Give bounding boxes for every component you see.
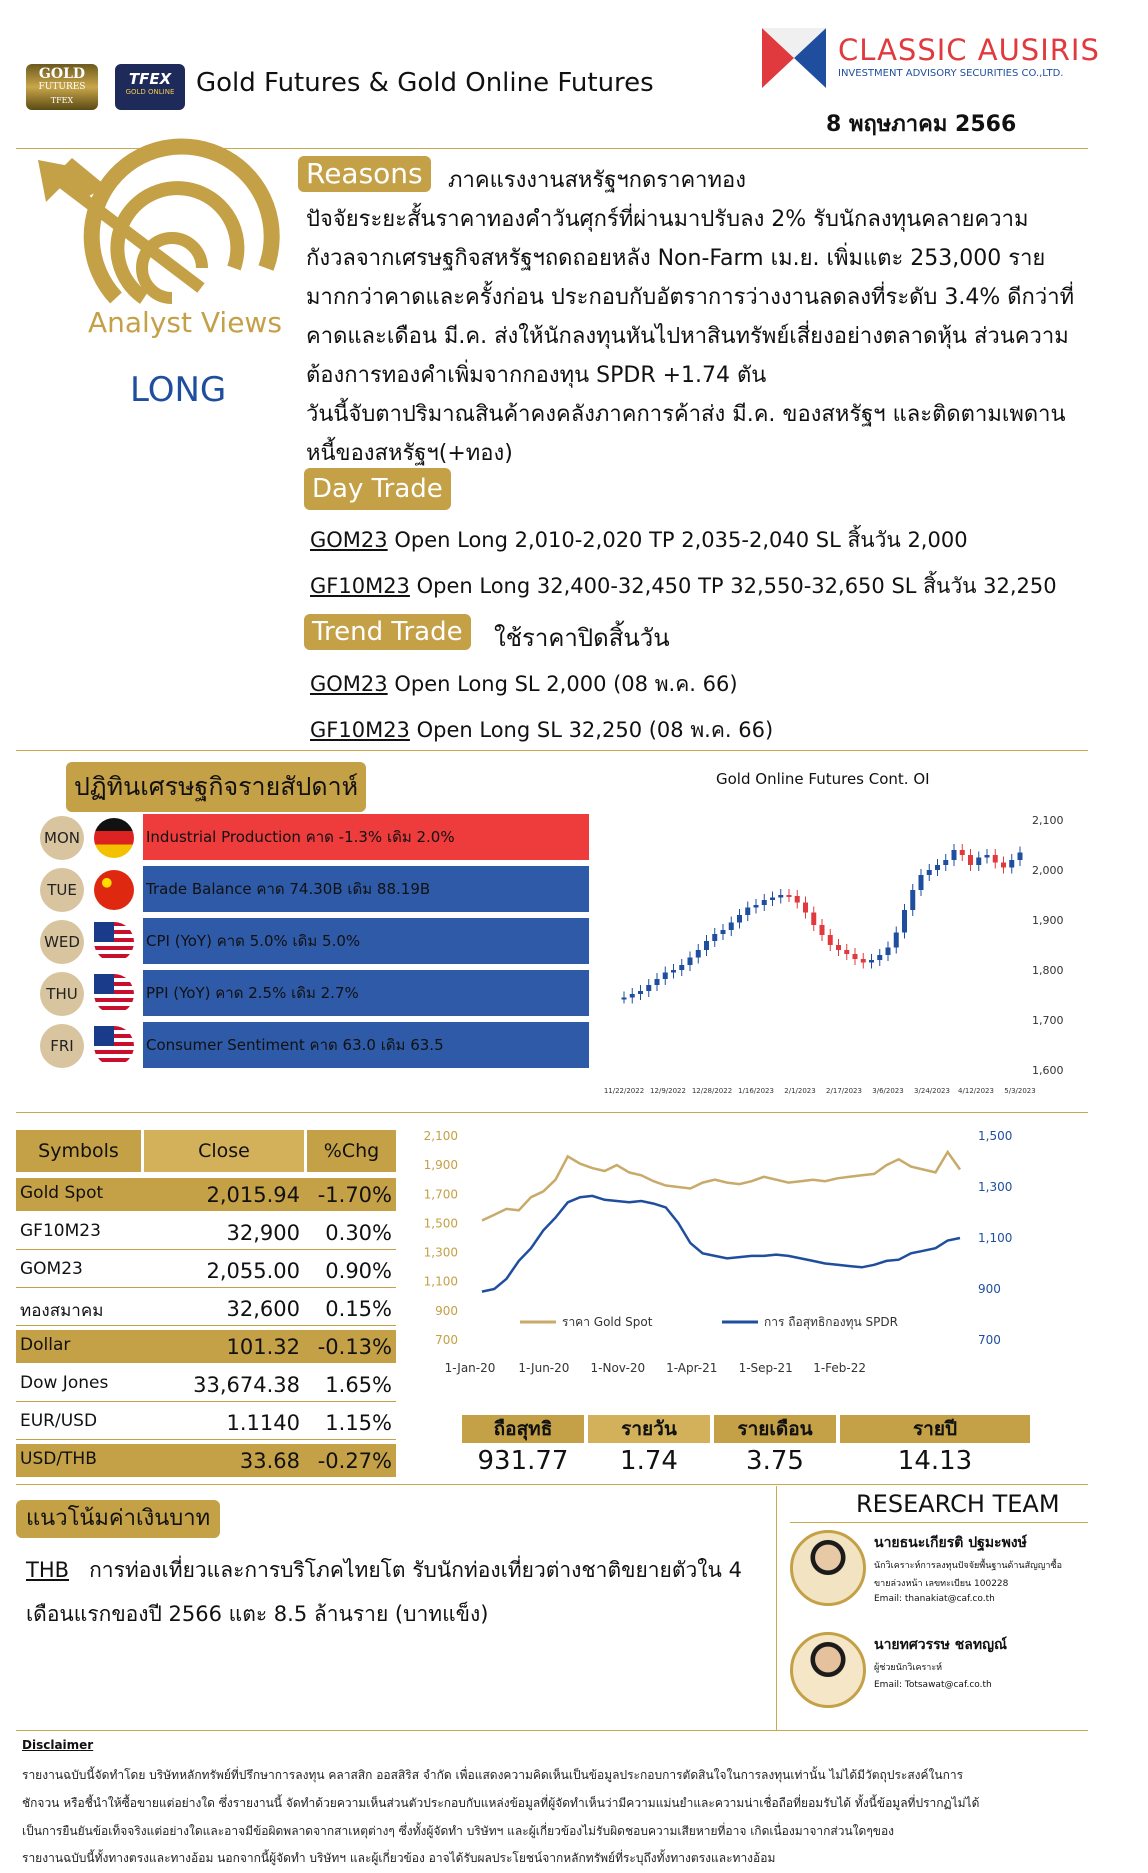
- x-tick-label: 1-Sep-21: [738, 1361, 793, 1375]
- candle-body: [778, 895, 783, 898]
- x-tick-label: 1/16/2023: [738, 1087, 774, 1095]
- candle-body: [754, 905, 759, 908]
- candle-body: [622, 998, 627, 1000]
- trend-trade-item: GOM23 Open Long SL 2,000 (08 พ.ค. 66): [310, 672, 738, 696]
- symbol-cell: Dow Jones: [20, 1373, 109, 1393]
- day-label: WED: [40, 920, 84, 964]
- series-line: [482, 1152, 960, 1221]
- trend-trade-item: GF10M23 Open Long SL 32,250 (08 พ.ค. 66): [310, 718, 774, 742]
- y-right-tick-label: 700: [978, 1333, 1001, 1347]
- candle-body: [1001, 863, 1006, 868]
- report-date: 8 พฤษภาคม 2566: [826, 112, 1017, 137]
- candle-body: [638, 991, 643, 994]
- x-tick-label: 3/6/2023: [872, 1087, 904, 1095]
- x-tick-label: 5/3/2023: [1004, 1087, 1036, 1095]
- brand-name: CLASSIC AUSIRIS: [838, 33, 1100, 67]
- candle-body: [795, 896, 800, 903]
- y-tick-label: 1,800: [1032, 964, 1064, 977]
- y-tick-label: 2,000: [1032, 864, 1064, 877]
- candle-body: [828, 935, 833, 945]
- candle-body: [853, 954, 858, 959]
- symbol-link[interactable]: THB: [26, 1558, 70, 1582]
- calendar-event: Industrial Production คาด -1.3% เดิม 2.0%: [143, 814, 589, 862]
- brand-subtitle: INVESTMENT ADVISORY SECURITIES CO.,LTD.: [838, 68, 1064, 79]
- section-divider: [16, 1112, 1088, 1113]
- chg-cell: -0.13%: [317, 1335, 392, 1359]
- close-cell: 2,055.00: [206, 1259, 300, 1283]
- section-divider: [16, 1730, 1088, 1731]
- symbol-cell: EUR/USD: [20, 1411, 98, 1431]
- symbol-link[interactable]: GOM23: [310, 672, 388, 696]
- x-tick-label: 3/24/2023: [914, 1087, 950, 1095]
- calendar-event: CPI (YoY) คาด 5.0% เดิม 5.0%: [143, 918, 589, 966]
- close-cell: 33,674.38: [193, 1373, 300, 1397]
- flow-header-yearly: รายปี: [840, 1415, 1030, 1443]
- day-label: THU: [40, 972, 84, 1016]
- candle-body: [646, 985, 651, 991]
- close-cell: 101.32: [226, 1335, 300, 1359]
- y-tick-label: 1,600: [1032, 1064, 1064, 1077]
- trend-trade-tag: Trend Trade: [304, 614, 471, 650]
- symbol-cell: GF10M23: [20, 1221, 101, 1241]
- disclaimer-title: Disclaimer: [22, 1738, 94, 1752]
- symbol-cell: USD/THB: [20, 1449, 97, 1469]
- usa-flag-icon: [94, 974, 134, 1014]
- candle-body: [688, 958, 693, 966]
- section-divider: [16, 750, 1088, 751]
- market-row: [16, 1330, 396, 1364]
- research-team-title: RESEARCH TEAM: [856, 1490, 1060, 1518]
- day-trade-item: GOM23 Open Long 2,010-2,020 TP 2,035-2,040 SL สิ้นวัน 2,000: [310, 528, 968, 552]
- classic-ausiris-logo-mark: [760, 24, 828, 92]
- y-left-tick-label: 1,300: [423, 1245, 458, 1260]
- candle-body: [943, 860, 948, 865]
- candle-body: [993, 855, 998, 863]
- y-right-tick-label: 1,100: [978, 1231, 1013, 1245]
- market-table-header: [16, 1130, 396, 1172]
- calendar-event: PPI (YoY) คาด 2.5% เดิม 2.7%: [143, 970, 589, 1018]
- y-left-tick-label: 1,100: [423, 1274, 458, 1289]
- target-arrow-icon: [36, 158, 276, 328]
- member-name: นายทศวรรษ ชลทญณ์: [874, 1637, 1007, 1653]
- day-label: TUE: [40, 868, 84, 912]
- candle-body: [919, 875, 924, 890]
- candle-body: [671, 970, 676, 973]
- candle-body: [770, 898, 775, 901]
- analyst-views-label: Analyst Views: [88, 306, 282, 339]
- col-header-symbols: Symbols: [16, 1130, 141, 1172]
- flow-value-net: 931.77: [477, 1446, 569, 1476]
- oi-chart: [600, 800, 1080, 1100]
- market-row: [16, 1368, 396, 1402]
- analyst-view-value: LONG: [130, 370, 227, 410]
- day-trade-item: GF10M23 Open Long 32,400-32,450 TP 32,550-32,650 SL สิ้นวัน 32,250: [310, 574, 1057, 598]
- market-row: [16, 1292, 396, 1326]
- candle-body: [894, 933, 899, 948]
- candle-body: [910, 890, 915, 910]
- candle-body: [844, 950, 849, 954]
- y-left-tick-label: 1,900: [423, 1158, 458, 1173]
- chg-cell: 1.65%: [325, 1373, 392, 1397]
- avatar: [790, 1632, 866, 1708]
- flow-header-net: ถือสุทธิ: [462, 1415, 584, 1443]
- close-cell: 2,015.94: [206, 1183, 300, 1207]
- reasons-line: กังวลจากเศรษฐกิจสหรัฐฯถดถอยหลัง Non-Farm เม.ย. เพิ่มแตะ 253,000 ราย: [306, 246, 1046, 271]
- day-label: MON: [40, 816, 84, 860]
- flow-header-daily: รายวัน: [588, 1415, 710, 1443]
- chg-cell: 1.15%: [325, 1411, 392, 1435]
- market-row: [16, 1444, 396, 1478]
- close-cell: 32,600: [226, 1297, 300, 1321]
- candle-body: [861, 959, 866, 963]
- disclaimer-line: ชักจวน หรือชี้นำให้ซื้อขายแต่อย่างใด ซึ่งรายงานนี้ จัดทำด้วยความเห็นส่วนตัวประกอบกับแหล่งข้อมูลที่ผู้จัดทำเห็นว่ามีความแม่นยำและความน่าเชื่อถือที่ยอมรับได้ ทั้งนี้ข้อมูลที่ปรากฏไม่ได้: [22, 1796, 980, 1810]
- china-flag-icon: [94, 870, 134, 910]
- symbol-cell: ทองสมาคม: [20, 1301, 104, 1321]
- x-tick-label: 11/22/2022: [603, 1087, 645, 1095]
- chg-cell: 0.30%: [325, 1221, 392, 1245]
- candle-body: [762, 900, 767, 905]
- usa-flag-icon: [94, 922, 134, 962]
- baht-line-1: THB การท่องเที่ยวและการบริโภคไทยโต รับนักท่องเที่ยวต่างชาติขยายตัวใน 4: [26, 1558, 742, 1582]
- candle-body: [869, 960, 874, 963]
- y-left-tick-label: 1,500: [423, 1216, 458, 1231]
- candle-body: [704, 941, 709, 950]
- col-header-chg: %Chg: [307, 1130, 396, 1172]
- candle-body: [1009, 860, 1014, 868]
- candle-body: [886, 948, 891, 956]
- candle-body: [679, 965, 684, 970]
- chg-cell: -1.70%: [317, 1183, 392, 1207]
- baht-tag: แนวโน้มค่าเงินบาท: [16, 1500, 220, 1538]
- usa-flag-icon: [94, 1026, 134, 1066]
- candle-body: [787, 895, 792, 897]
- flow-value-daily: 1.74: [620, 1446, 678, 1476]
- close-cell: 1.1140: [226, 1411, 300, 1435]
- y-left-tick-label: 2,100: [423, 1129, 458, 1143]
- candle-body: [630, 994, 635, 998]
- research-title-underline: [790, 1522, 1088, 1523]
- candle-body: [902, 910, 907, 933]
- x-tick-label: 1-Jan-20: [444, 1361, 496, 1375]
- member-name: นายธนะเกียรติ ปฐมะพงษ์: [874, 1535, 1027, 1551]
- legend-label: การ ถือสุทธิกองทุน SPDR: [764, 1315, 898, 1329]
- reasons-line: วันนี้จับตาปริมาณสินค้าคงคลังภาคการค้าส่ง มี.ค. ของสหรัฐฯ และติดตามเพดาน: [306, 402, 1066, 427]
- section-divider: [16, 1484, 1088, 1485]
- market-row: [16, 1254, 396, 1288]
- member-detail: นักวิเคราะห์การลงทุนปัจจัยพื้นฐานด้านสัญญาซื้อ: [874, 1561, 1062, 1571]
- candle-body: [655, 979, 660, 985]
- member-email: Email: thanakiat@caf.co.th: [874, 1594, 995, 1604]
- gold-spdr-chart: [423, 1120, 1020, 1390]
- reasons-headline: ภาคแรงงานสหรัฐฯกดราคาทอง: [448, 168, 746, 193]
- member-email: Email: Totsawat@caf.co.th: [874, 1680, 992, 1690]
- candle-body: [877, 955, 882, 960]
- reasons-line: ต้องการทองคำเพิ่มจากกองทุน SPDR +1.74 ตัน: [306, 363, 767, 388]
- x-tick-label: 2/1/2023: [784, 1087, 816, 1095]
- flow-value-yearly: 14.13: [897, 1446, 973, 1476]
- symbol-link[interactable]: GF10M23: [310, 574, 410, 598]
- calendar-event: Consumer Sentiment คาด 63.0 เดิม 63.5: [143, 1022, 589, 1070]
- candle-body: [663, 973, 668, 980]
- chg-cell: 0.15%: [325, 1297, 392, 1321]
- col-header-close: Close: [144, 1130, 304, 1172]
- y-tick-label: 1,700: [1032, 1014, 1064, 1027]
- candle-body: [729, 923, 734, 931]
- candle-body: [745, 908, 750, 916]
- report-title: Gold Futures & Gold Online Futures: [196, 68, 654, 98]
- candle-body: [976, 858, 981, 866]
- candle-body: [1018, 853, 1023, 861]
- symbol-link[interactable]: GF10M23: [310, 718, 410, 742]
- symbol-cell: Dollar: [20, 1335, 71, 1355]
- calendar-title: ปฏิทินเศรษฐกิจรายสัปดาห์: [66, 762, 366, 812]
- chg-cell: 0.90%: [325, 1259, 392, 1283]
- avatar: [790, 1530, 866, 1606]
- baht-line-2: เดือนแรกของปี 2566 แตะ 8.5 ล้านราย (บาทแข็ง): [26, 1602, 489, 1626]
- market-row: [16, 1216, 396, 1250]
- y-left-tick-label: 700: [435, 1333, 458, 1347]
- reasons-line: ปัจจัยระยะสั้นราคาทองคำวันศุกร์ที่ผ่านมาปรับลง 2% รับนักลงทุนคลายความ: [306, 207, 1029, 232]
- candle-body: [935, 865, 940, 870]
- calendar-event: Trade Balance คาด 74.30B เดิม 88.19B: [143, 866, 589, 914]
- vertical-divider: [776, 1486, 777, 1730]
- x-tick-label: 1-Jun-20: [518, 1361, 570, 1375]
- candle-body: [803, 903, 808, 913]
- x-tick-label: 1-Apr-21: [666, 1361, 718, 1375]
- candle-body: [737, 915, 742, 923]
- candle-body: [985, 855, 990, 858]
- day-trade-tag: Day Trade: [304, 468, 451, 510]
- candle-body: [811, 913, 816, 926]
- x-tick-label: 12/28/2022: [691, 1087, 733, 1095]
- series-line: [482, 1196, 960, 1292]
- x-tick-label: 12/9/2022: [650, 1087, 686, 1095]
- chg-cell: -0.27%: [317, 1449, 392, 1473]
- member-detail: ขายล่วงหน้า เลขทะเบียน 100228: [874, 1579, 1009, 1589]
- candle-body: [820, 925, 825, 935]
- x-tick-label: 1-Feb-22: [813, 1361, 867, 1375]
- disclaimer-line: เป็นการยืนยันข้อเท็จจริงแต่อย่างใดและอาจมีข้อผิดพลาดจากสาเหตุต่างๆ ซึ่งทั้งผู้จัดทำ บริษัทฯ และผู้เกี่ยวข้องไม่รับผิดชอบความเสียหายที่อาจ เกิดเนื่องมาจากส่วนใดๆของ: [22, 1824, 895, 1838]
- y-right-tick-label: 1,500: [978, 1129, 1013, 1143]
- close-cell: 32,900: [226, 1221, 300, 1245]
- reasons-body: [306, 200, 1136, 473]
- x-tick-label: 2/17/2023: [826, 1087, 862, 1095]
- y-left-tick-label: 900: [435, 1303, 458, 1318]
- flow-value-monthly: 3.75: [746, 1446, 804, 1476]
- y-left-tick-label: 1,700: [423, 1187, 458, 1202]
- candle-body: [712, 934, 717, 941]
- day-label: FRI: [40, 1024, 84, 1068]
- germany-flag-icon: [94, 818, 134, 858]
- market-row: [16, 1178, 396, 1212]
- symbol-cell: Gold Spot: [20, 1183, 104, 1203]
- candle-body: [696, 950, 701, 958]
- reasons-tag: Reasons: [298, 156, 431, 192]
- member-detail: ผู้ช่วยนักวิเคราะห์: [874, 1663, 943, 1673]
- y-right-tick-label: 900: [978, 1282, 1001, 1296]
- disclaimer-line: รายงานฉบับนี้ทั้งทางตรงและทางอ้อม นอกจากนี้ผู้จัดทำ บริษัทฯ และผู้เกี่ยวข้อง อาจได้รับผลประโยชน์จากหลักทรัพย์ที่ระบุถึงทั้งทางตรงและทางอ้อม: [22, 1851, 776, 1865]
- candle-body: [960, 850, 965, 855]
- trend-trade-note: ใช้ราคาปิดสิ้นวัน: [494, 624, 670, 652]
- candle-body: [968, 855, 973, 865]
- market-row: [16, 1406, 396, 1440]
- candle-body: [952, 850, 957, 860]
- reasons-line: มากกว่าคาดและครั้งก่อน ประกอบกับอัตราการว่างงานลดลงที่ระดับ 3.4% ดีกว่าที่: [306, 285, 1075, 310]
- y-right-tick-label: 1,300: [978, 1180, 1013, 1194]
- tfex-logo: TFEX GOLD ONLINE: [115, 64, 185, 110]
- legend-label: ราคา Gold Spot: [562, 1315, 653, 1329]
- symbol-cell: GOM23: [20, 1259, 83, 1279]
- reasons-line: คาดและเดือน มี.ค. ส่งให้นักลงทุนหันไปหาสินทรัพย์เสี่ยงอย่างตลาดหุ้น ส่วนความ: [306, 324, 1069, 349]
- x-tick-label: 1-Nov-20: [590, 1361, 646, 1375]
- close-cell: 33.68: [239, 1449, 300, 1473]
- y-tick-label: 2,100: [1032, 814, 1064, 827]
- disclaimer-line: รายงานฉบับนี้จัดทำโดย บริษัทหลักทรัพย์ที่ปรึกษาการลงทุน คลาสสิก ออสสิริส จำกัด เพื่อแสดงความคิดเห็นเป็นข้อมูลประกอบการตัดสินใจในการลงทุนเท่านั้น ไม่ได้มีวัตถุประสงค์ในการ: [22, 1768, 964, 1782]
- x-tick-label: 4/12/2023: [958, 1087, 994, 1095]
- oi-chart-title: Gold Online Futures Cont. OI: [716, 770, 930, 788]
- candle-body: [927, 870, 932, 875]
- candle-body: [836, 945, 841, 950]
- symbol-link[interactable]: GOM23: [310, 528, 388, 552]
- reasons-line: หนี้ของสหรัฐฯ(+ทอง): [306, 441, 513, 466]
- y-tick-label: 1,900: [1032, 914, 1064, 927]
- gold-futures-logo: GOLD FUTURES TFEX: [26, 64, 98, 110]
- flow-header-monthly: รายเดือน: [714, 1415, 836, 1443]
- candle-body: [721, 930, 726, 934]
